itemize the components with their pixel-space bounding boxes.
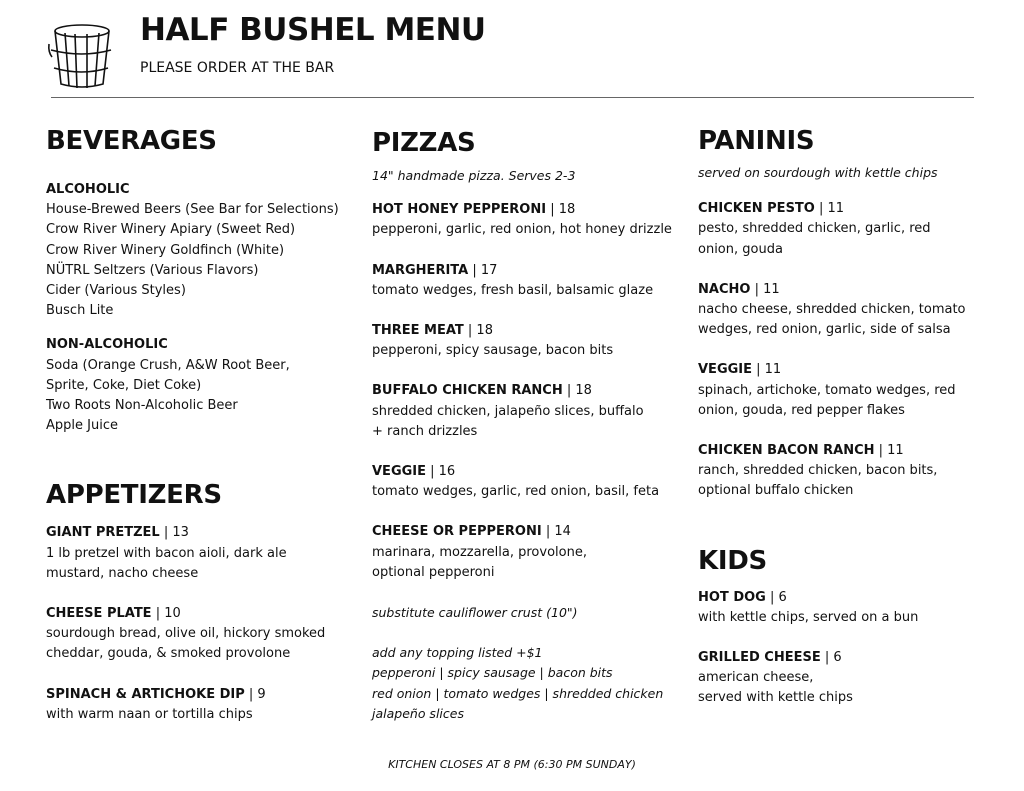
list-item: Crow River Winery Apiary (Sweet Red) xyxy=(46,222,296,238)
item-name: CHEESE PLATE xyxy=(46,606,152,622)
bushel-basket-icon xyxy=(47,22,113,90)
page-title: HALF BUSHEL MENU xyxy=(140,12,486,48)
menu-item xyxy=(698,280,988,341)
item-price: | 6 xyxy=(769,589,787,605)
group-title-alcoholic: ALCOHOLIC xyxy=(46,182,130,197)
menu-item xyxy=(372,381,672,442)
item-price: | 13 xyxy=(163,525,189,541)
item-name: BUFFALO CHICKEN RANCH xyxy=(372,383,563,399)
menu-item xyxy=(698,360,988,421)
item-name: CHICKEN PESTO xyxy=(698,201,815,217)
section-note: served on sourdough with kettle chips xyxy=(698,165,938,180)
section-title-kids: KIDS xyxy=(698,545,767,576)
column-middle xyxy=(372,128,672,724)
list-item: Soda (Orange Crush, A&W Root Beer, Sprite, Coke, Diet Coke) xyxy=(46,357,290,393)
item-desc: marinara, mozzarella, provolone, optional pepperoni xyxy=(372,544,587,580)
item-name: HOT HONEY PEPPERONI xyxy=(372,202,547,218)
cauliflower-note: substitute cauliflower crust (10") xyxy=(372,605,578,621)
item-name: CHEESE OR PEPPERONI xyxy=(372,524,542,540)
item-desc: american cheese, served with kettle chips xyxy=(698,670,853,706)
toppings-line: red onion | tomato wedges | shredded chicken xyxy=(372,685,664,701)
list-item: Apple Juice xyxy=(46,418,118,434)
menu-item xyxy=(372,522,672,583)
column-left xyxy=(46,126,346,725)
menu-item xyxy=(372,200,672,240)
item-price: | 17 xyxy=(472,262,498,278)
item-desc: spinach, artichoke, tomato wedges, red onion, gouda, red pepper flakes xyxy=(698,382,956,418)
item-desc: shredded chicken, jalapeño slices, buffalo + ranch drizzles xyxy=(372,403,644,439)
item-price: | 6 xyxy=(824,650,842,666)
page-subtitle: PLEASE ORDER AT THE BAR xyxy=(140,60,335,76)
menu-item xyxy=(698,199,988,260)
menu-item xyxy=(372,261,672,301)
section-title-pizzas: PIZZAS xyxy=(372,128,476,158)
item-name: VEGGIE xyxy=(698,362,752,378)
item-price: | 11 xyxy=(756,362,782,378)
header-divider xyxy=(51,97,974,98)
item-name: GRILLED CHEESE xyxy=(698,650,821,666)
footer-note: KITCHEN CLOSES AT 8 PM (6:30 PM SUNDAY) xyxy=(388,758,636,771)
menu-item xyxy=(372,321,672,361)
item-name: NACHO xyxy=(698,281,751,297)
item-price: | 18 xyxy=(467,323,493,339)
menu-item xyxy=(698,648,988,709)
item-price: | 11 xyxy=(754,281,780,297)
menu-item xyxy=(46,523,346,584)
item-desc: tomato wedges, fresh basil, balsamic glaze xyxy=(372,282,654,298)
item-name: VEGGIE xyxy=(372,464,426,480)
item-price: | 18 xyxy=(550,202,576,218)
column-right xyxy=(698,126,988,709)
item-desc: pesto, shredded chicken, garlic, red onion, gouda xyxy=(698,221,931,257)
item-price: | 9 xyxy=(248,686,266,702)
menu-item xyxy=(372,462,672,502)
item-price: | 16 xyxy=(430,464,456,480)
alcoholic-group xyxy=(46,180,346,321)
list-item: NÜTRL Seltzers (Various Flavors) xyxy=(46,262,259,278)
list-item: Cider (Various Styles) xyxy=(46,283,186,299)
item-price: | 10 xyxy=(155,606,181,622)
section-title-paninis: PANINIS xyxy=(698,126,815,156)
item-desc: tomato wedges, garlic, red onion, basil, feta xyxy=(372,484,660,500)
item-name: HOT DOG xyxy=(698,589,766,605)
toppings-line: jalapeño slices xyxy=(372,705,464,721)
toppings-block xyxy=(372,643,672,724)
item-name: MARGHERITA xyxy=(372,262,469,278)
item-desc: with warm naan or tortilla chips xyxy=(46,706,253,722)
toppings-line: pepperoni | spicy sausage | bacon bits xyxy=(372,665,613,681)
item-desc: nacho cheese, shredded chicken, tomato wedges, red onion, garlic, side of salsa xyxy=(698,302,966,338)
item-price: | 14 xyxy=(545,524,571,540)
item-name: SPINACH & ARTICHOKE DIP xyxy=(46,686,245,702)
item-name: CHICKEN BACON RANCH xyxy=(698,443,875,459)
item-desc: sourdough bread, olive oil, hickory smoked cheddar, gouda, & smoked provolone xyxy=(46,626,326,662)
item-desc: with kettle chips, served on a bun xyxy=(698,609,919,625)
menu-item xyxy=(46,685,346,725)
section-note: 14" handmade pizza. Serves 2-3 xyxy=(372,168,576,183)
item-price: | 11 xyxy=(819,201,845,217)
list-item: Two Roots Non-Alcoholic Beer xyxy=(46,398,238,414)
item-name: GIANT PRETZEL xyxy=(46,525,160,541)
list-item: Busch Lite xyxy=(46,303,114,319)
menu-item xyxy=(698,441,988,502)
menu-item xyxy=(698,588,988,628)
list-item: Crow River Winery Goldfinch (White) xyxy=(46,242,285,258)
item-price: | 18 xyxy=(566,383,592,399)
group-title-non-alcoholic: NON-ALCOHOLIC xyxy=(46,337,168,353)
list-item: House-Brewed Beers (See Bar for Selections) xyxy=(46,202,339,218)
section-title-beverages: BEVERAGES xyxy=(46,126,217,156)
item-desc: 1 lb pretzel with bacon aioli, dark ale mustard, nacho cheese xyxy=(46,545,287,581)
item-desc: pepperoni, garlic, red onion, hot honey drizzle xyxy=(372,222,672,238)
item-price: | 11 xyxy=(878,443,904,459)
item-desc: ranch, shredded chicken, bacon bits, optional buffalo chicken xyxy=(698,463,938,499)
non-alcoholic-group xyxy=(46,335,346,436)
menu-item xyxy=(46,604,346,665)
section-title-appetizers: APPETIZERS xyxy=(46,480,222,511)
toppings-title: add any topping listed +$1 xyxy=(372,645,543,661)
item-desc: pepperoni, spicy sausage, bacon bits xyxy=(372,343,614,359)
item-name: THREE MEAT xyxy=(372,323,464,339)
